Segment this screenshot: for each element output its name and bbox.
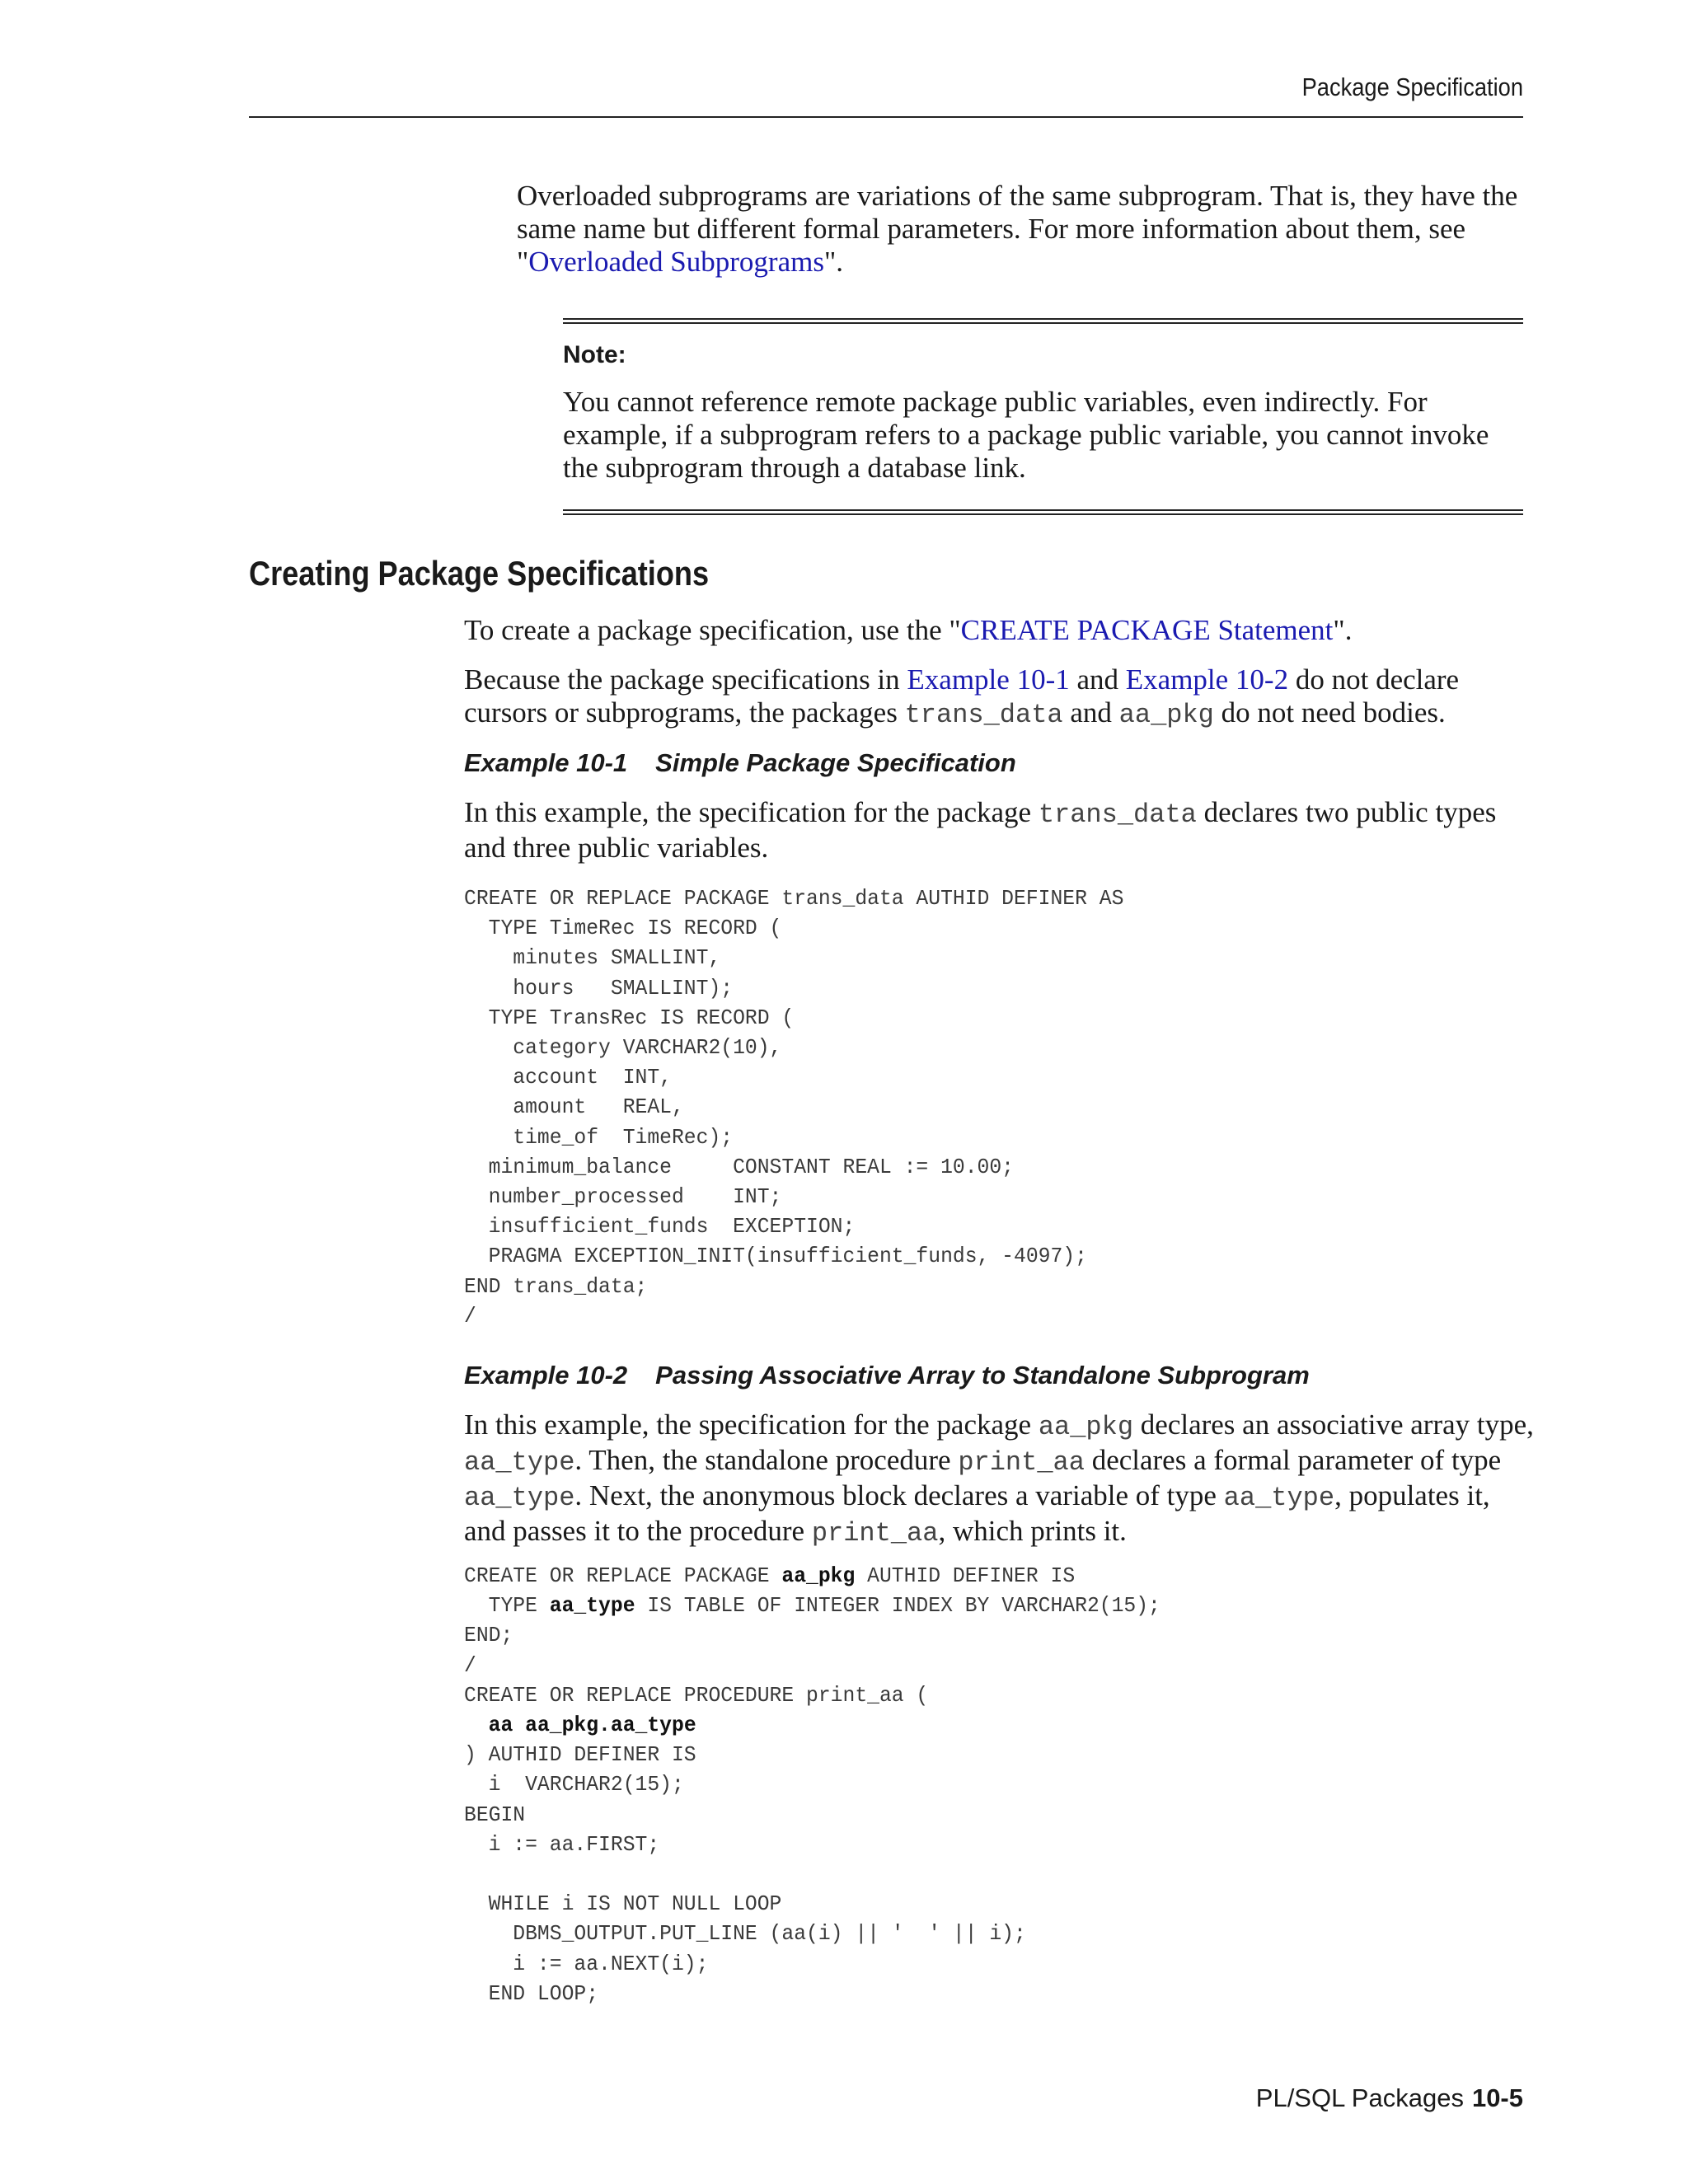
code-line <box>464 945 720 970</box>
note-title: Note: <box>563 341 626 368</box>
p2-text-5: do not need bodies. <box>1213 696 1446 729</box>
code-bold-segment: aa_type <box>549 1593 635 1619</box>
code-line <box>464 976 733 1001</box>
create-package-statement-link[interactable]: CREATE PACKAGE Statement <box>960 614 1334 646</box>
code-bold-segment: aa aa_pkg.aa_type <box>488 1713 696 1738</box>
section-heading: Creating Package Specifications <box>249 554 710 593</box>
section-paragraph-2 <box>464 663 1536 732</box>
page-number: 10-5 <box>1471 2083 1523 2112</box>
code-line <box>464 1832 659 1857</box>
ex2-desc-text-4: declares a formal parameter of type <box>1084 1444 1502 1476</box>
code-segment: PRAGMA EXCEPTION_INIT(insufficient_funds, -4097); <box>464 1244 1087 1269</box>
code-bold-segment: aa_pkg <box>781 1563 856 1588</box>
example-10-1-title <box>464 748 1016 778</box>
page-footer <box>1256 2083 1523 2113</box>
code-line <box>464 1593 1160 1618</box>
code-segment: i := aa.FIRST; <box>464 1831 660 1857</box>
code-segment: number_processed INT; <box>464 1184 782 1210</box>
code-segment: BEGIN <box>464 1802 526 1827</box>
section-paragraph-1 <box>464 614 1527 647</box>
ex2-desc-text-1: In this example, the specification for the package <box>464 1408 1039 1441</box>
code-line <box>464 1802 525 1827</box>
code-aa-pkg: aa_pkg <box>1118 700 1214 730</box>
code-aa-pkg: aa_pkg <box>1038 1412 1134 1442</box>
example-10-1-description <box>464 796 1527 865</box>
code-line <box>464 1304 476 1329</box>
code-segment: IS TABLE OF INTEGER INDEX BY VARCHAR2(15); <box>635 1593 1160 1619</box>
code-line <box>464 1214 855 1239</box>
example-10-1-link[interactable]: Example 10-1 <box>907 663 1070 696</box>
code-segment: TYPE TransRec IS RECORD ( <box>464 1005 795 1030</box>
code-aa-type: aa_type <box>464 1483 575 1513</box>
running-header: Package Specification <box>1301 73 1523 101</box>
p1-text-before: To create a package specification, use the " <box>464 614 961 646</box>
code-segment: category VARCHAR2(10), <box>464 1035 782 1061</box>
code-segment: minutes SMALLINT, <box>464 945 721 971</box>
code-segment: account INT, <box>464 1065 672 1090</box>
code-line <box>464 1653 476 1678</box>
overloaded-subprograms-link[interactable]: Overloaded Subprograms <box>528 246 824 278</box>
example-10-1-code-block <box>464 883 1123 1331</box>
p2-text-1: Because the package specifications in <box>464 663 907 696</box>
ex2-desc-text-6: , populates it, and passes it to the procedure <box>464 1479 1490 1547</box>
code-line <box>464 1125 733 1150</box>
code-segment: ) AUTHID DEFINER IS <box>464 1742 696 1768</box>
example-10-2-link[interactable]: Example 10-2 <box>1125 663 1289 696</box>
example-10-2-code-block <box>464 1561 1160 2008</box>
code-line <box>464 1713 696 1737</box>
code-segment: DBMS_OUTPUT.PUT_LINE (aa(i) || ' ' || i); <box>464 1921 1026 1947</box>
code-segment: / <box>464 1303 476 1329</box>
code-line <box>464 1921 1026 1946</box>
ex2-desc-text-2: declares an associative array type, <box>1133 1408 1534 1441</box>
code-line <box>464 1683 928 1708</box>
code-line <box>464 1891 781 1916</box>
code-segment: CREATE OR REPLACE PROCEDURE print_aa ( <box>464 1682 929 1708</box>
code-segment: minimum_balance CONSTANT REAL := 10.00; <box>464 1154 1015 1179</box>
code-line <box>464 1742 696 1767</box>
note-top-rule <box>563 318 1523 324</box>
code-segment: AUTHID DEFINER IS <box>855 1563 1076 1588</box>
p2-text-2: and <box>1069 663 1126 696</box>
code-print-aa: print_aa <box>958 1447 1085 1478</box>
code-segment: insufficient_funds EXCEPTION; <box>464 1214 856 1240</box>
note-box <box>563 318 1523 516</box>
code-line <box>464 1184 781 1209</box>
code-line <box>464 1035 781 1060</box>
code-line <box>464 1772 684 1797</box>
code-trans-data: trans_data <box>1038 799 1197 830</box>
code-aa-type: aa_type <box>1223 1483 1335 1513</box>
code-segment: WHILE i IS NOT NULL LOOP <box>464 1891 782 1917</box>
code-segment: i := aa.NEXT(i); <box>464 1951 709 1976</box>
code-line <box>464 1623 513 1647</box>
intro-text-before: Overloaded subprograms are variations of the same subprogram. That is, they have the same name but different formal parameters. For more information about them, see " <box>517 180 1518 278</box>
code-aa-type: aa_type <box>464 1447 575 1478</box>
code-line <box>464 1005 794 1030</box>
code-segment: CREATE OR REPLACE PACKAGE trans_data AUTHID DEFINER AS <box>464 886 1124 911</box>
code-line <box>464 1981 598 2006</box>
code-segment: time_of TimeRec); <box>464 1124 734 1150</box>
code-segment: END LOOP; <box>464 1980 599 2006</box>
code-line <box>464 1563 1075 1588</box>
code-segment: / <box>464 1652 476 1678</box>
code-line <box>464 1244 1087 1268</box>
example-10-2-description <box>464 1408 1536 1550</box>
example-10-2-caption: Passing Associative Array to Standalone Subprogram <box>655 1361 1310 1390</box>
header-rule <box>249 116 1523 118</box>
code-segment: CREATE OR REPLACE PACKAGE <box>464 1563 782 1588</box>
p1-text-after: ". <box>1333 614 1353 646</box>
code-segment: i VARCHAR2(15); <box>464 1772 684 1797</box>
code-segment: END; <box>464 1623 513 1648</box>
code-line <box>464 916 781 940</box>
code-segment <box>464 1713 489 1737</box>
footer-title: PL/SQL Packages <box>1255 2083 1464 2112</box>
code-line <box>464 1952 708 1976</box>
code-segment: TYPE TimeRec IS RECORD ( <box>464 916 782 941</box>
code-segment: END trans_data; <box>464 1273 648 1299</box>
note-bottom-rule <box>563 509 1523 515</box>
ex2-desc-text-5: . Next, the anonymous block declares a variable of type <box>574 1479 1224 1511</box>
code-line <box>464 1155 1014 1179</box>
p2-text-3: do not declare cursors or subprograms, the packages <box>464 663 1460 729</box>
code-segment: amount REAL, <box>464 1094 684 1120</box>
code-line <box>464 1094 684 1119</box>
intro-text-after: ". <box>823 246 844 278</box>
code-line <box>464 1274 647 1299</box>
example-10-2-title <box>464 1361 1310 1390</box>
code-trans-data: trans_data <box>904 700 1063 730</box>
example-10-2-number: Example 10-2 <box>464 1361 628 1390</box>
code-segment: TYPE <box>464 1593 550 1619</box>
code-line <box>464 1065 672 1090</box>
code-segment: hours SMALLINT); <box>464 975 734 1001</box>
code-print-aa: print_aa <box>811 1518 939 1549</box>
example-10-1-number: Example 10-1 <box>464 748 628 777</box>
example-10-1-caption: Simple Package Specification <box>655 748 1016 777</box>
note-text: You cannot reference remote package public variables, even indirectly. For example, if a subprogram refers to a package public variable, you cannot invoke the subprogram through a database link. <box>563 386 1489 484</box>
p2-text-4: and <box>1062 696 1119 729</box>
ex1-desc-text-1: In this example, the specification for the package <box>464 796 1039 828</box>
ex2-desc-text-3: . Then, the standalone procedure <box>574 1444 959 1476</box>
ex1-desc-text-2: declares two public types and three public variables. <box>464 796 1497 864</box>
code-line <box>464 886 1123 911</box>
intro-paragraph <box>517 180 1531 279</box>
ex2-desc-text-7: , which prints it. <box>938 1515 1127 1547</box>
